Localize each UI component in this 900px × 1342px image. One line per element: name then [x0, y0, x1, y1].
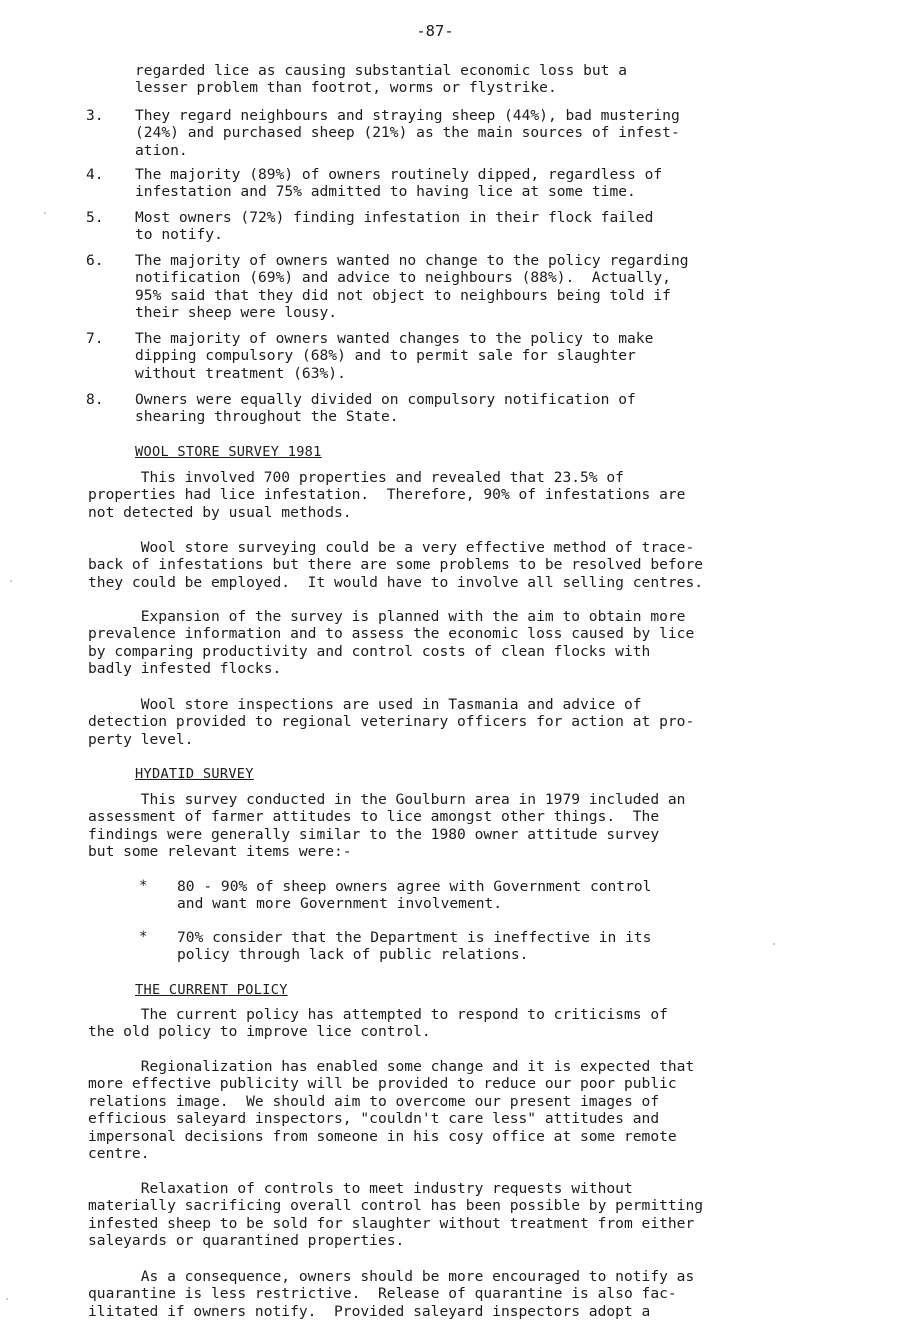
hydatid-heading: HYDATID SURVEY [135, 766, 254, 782]
page-number: -87- [416, 22, 454, 40]
finding-7-text: The majority of owners wanted changes to the policy to make dipping compulsory (68%) and to permit sale for slaughter without treatment (63%). [135, 330, 654, 382]
wool-store-paragraph-1: This involved 700 properties and revealed that 23.5% of properties had lice infestation. Therefore, 90% of infestations are not detected by usual methods. [88, 469, 686, 521]
hydatid-paragraph: This survey conducted in the Goulburn area in 1979 included an assessment of farmer attitudes to lice amongst other things. The findings were generally similar to the 1980 owner attitude survey but some relevant items were:- [88, 791, 686, 861]
finding-8-number: 8. [86, 391, 104, 408]
scan-speck [6, 1298, 8, 1300]
finding-4-text: The majority (89%) of owners routinely dipped, regardless of infestation and 75% admitted to having lice at some time. [135, 166, 663, 201]
scan-speck [773, 943, 775, 945]
current-policy-paragraph-3: Relaxation of controls to meet industry requests without materially sacrificing overall control has been possible by permitting infested sheep to be sold for slaughter without treatment from either saleyards or quarantined properties. [88, 1180, 704, 1250]
finding-3-text: They regard neighbours and straying sheep (44%), bad mustering (24%) and purchased sheep (21%) as the main sources of infest- ation. [135, 107, 680, 159]
wool-store-paragraph-4: Wool store inspections are used in Tasmania and advice of detection provided to regional veterinary officers for action at pro- perty level. [88, 696, 695, 748]
hydatid-bullet-1: 80 - 90% of sheep owners agree with Government control and want more Government involvement. [177, 878, 652, 913]
scan-speck [44, 212, 46, 214]
wool-store-heading: WOOL STORE SURVEY 1981 [135, 444, 322, 460]
finding-6-text: The majority of owners wanted no change to the policy regarding notification (69%) and advice to neighbours (88%). Actually, 95% said that they did not object to neighbours being told if their sheep were lousy. [135, 252, 689, 322]
finding-5-number: 5. [86, 209, 104, 226]
finding-5-text: Most owners (72%) finding infestation in their flock failed to notify. [135, 209, 654, 244]
intro-continuation: regarded lice as causing substantial economic loss but a lesser problem than footrot, worms or flystrike. [135, 62, 628, 97]
bullet-star-icon: * [139, 878, 148, 894]
finding-4-number: 4. [86, 166, 104, 183]
wool-store-paragraph-3: Expansion of the survey is planned with the aim to obtain more prevalence information and to assess the economic loss caused by lice by comparing productivity and control costs of clean flocks with badly infested flocks. [88, 608, 695, 678]
finding-8-text: Owners were equally divided on compulsory notification of shearing throughout the State. [135, 391, 636, 426]
current-policy-paragraph-2: Regionalization has enabled some change and it is expected that more effective publicity will be provided to reduce our poor public relations image. We should aim to overcome our present images of efficious saleyard inspectors, "couldn't care less" attitudes and impersonal decisions from someone in his cosy office at some remote centre. [88, 1058, 695, 1163]
finding-7-number: 7. [86, 330, 104, 347]
finding-6-number: 6. [86, 252, 104, 269]
current-policy-heading: THE CURRENT POLICY [135, 982, 288, 998]
current-policy-paragraph-1: The current policy has attempted to respond to criticisms of the old policy to improve lice control. [88, 1006, 668, 1041]
wool-store-paragraph-2: Wool store surveying could be a very effective method of trace- back of infestations but there are some problems to be resolved before they could be employed. It would have to involve all selling centres. [88, 539, 704, 591]
hydatid-bullet-2: 70% consider that the Department is ineffective in its policy through lack of public relations. [177, 929, 652, 964]
finding-3-number: 3. [86, 107, 104, 124]
bullet-star-icon: * [139, 929, 148, 945]
current-policy-paragraph-4: As a consequence, owners should be more encouraged to notify as quarantine is less restrictive. Release of quarantine is also fac- ilitated if owners notify. Provided saleyard inspectors adopt a [88, 1268, 695, 1320]
scan-speck [10, 580, 12, 582]
